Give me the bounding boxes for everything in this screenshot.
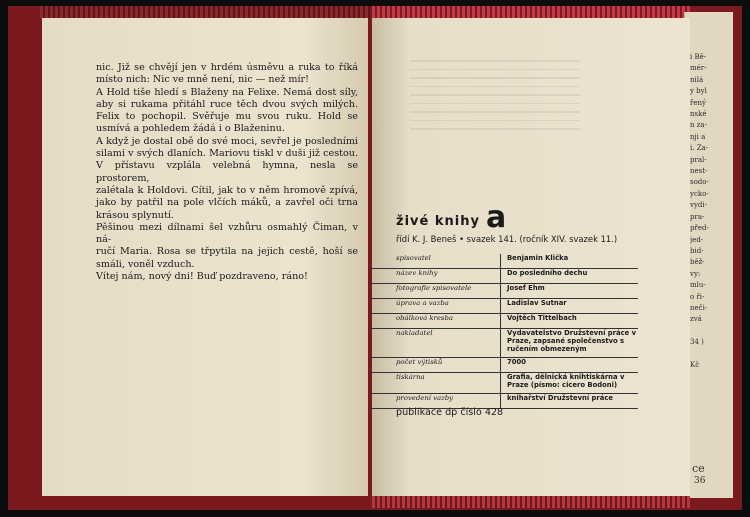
imprint-key: počet výtisků <box>370 358 501 373</box>
edge-heading-partial: ce <box>692 462 705 475</box>
text-line: silami v svých dlaních. Mariovu tiskl v duši již cestou. <box>96 148 358 160</box>
imprint-value: Josef Ehm <box>501 284 639 299</box>
imprint-key: název knihy <box>370 269 501 284</box>
imprint-key: fotografie spisovatele <box>370 284 501 299</box>
edge-fragment: nji a <box>690 132 706 141</box>
imprint-value: Benjamin Klička <box>501 254 639 269</box>
show-through-text <box>410 60 580 140</box>
imprint-value: Grafia, dělnická knihtiskárna v Praze (písmo: cicero Bodoni) <box>501 373 639 394</box>
series-name: živé knihy <box>396 214 480 229</box>
headband-left <box>40 6 370 18</box>
edge-fragment: nilá <box>690 75 704 84</box>
edge-fragment: nest- <box>690 167 708 176</box>
imprint-value: 7000 <box>501 358 639 373</box>
imprint-key: úprava a vazba <box>370 299 501 314</box>
edge-fragment <box>690 326 728 337</box>
imprint-row <box>370 254 638 269</box>
edge-fragment: mér- <box>690 64 707 73</box>
imprint-key: tiskárna <box>370 373 501 394</box>
headband-right <box>372 6 692 18</box>
imprint-row <box>370 269 638 284</box>
text-line: Vítej nám, nový dni! Buď pozdraveno, ráno! <box>96 271 308 283</box>
edge-fragment: řený <box>690 98 706 107</box>
edge-fragment: zvá <box>690 315 702 324</box>
text-line: jako by patřil na pole vlčích máků, a zavřel oči trna <box>96 197 358 209</box>
imprint-value: Ladislav Sutnar <box>501 299 639 314</box>
text-line: smáli, voněl vzduch. <box>96 258 195 270</box>
text-line: ručí Maria. Rosa se třpytila na jejich cestě, hoší se <box>96 246 358 258</box>
edge-fragment: jed- <box>690 235 704 244</box>
series-letter: a <box>485 200 507 235</box>
imprint-value: knihařství Družstevní práce <box>501 394 639 409</box>
imprint-table <box>370 254 638 409</box>
imprint-value: Vydavatelstvo Družstevní práce v Praze, zapsané společenstvo s ručením obmezeným <box>501 329 639 358</box>
edge-fragment: ycko- <box>690 189 709 198</box>
left-page-text <box>96 62 358 283</box>
edge-fragment: mlu- <box>690 281 706 290</box>
edge-fragment: pra- <box>690 212 705 221</box>
series-title <box>396 200 506 235</box>
text-line: usmívá a pohledem žádá i o Blaženinu. <box>96 123 285 135</box>
edge-fragment: pral- <box>690 155 707 164</box>
text-line: V přístavu vzplála velebná hymna, nesla se prostorem, <box>96 160 358 184</box>
edge-fragment: bid- <box>690 246 704 255</box>
text-line: krásou splynutí. <box>96 209 174 221</box>
edge-fragment: n za- <box>690 121 707 130</box>
imprint-key: spisovatel <box>370 254 501 269</box>
edge-fragment: před- <box>690 224 709 233</box>
text-line: A Hold tiše hledí s Blaženy na Felixe. Nemá dost síly, <box>96 86 358 98</box>
imprint-row <box>370 284 638 299</box>
text-line: nic. Již se chvějí jen v hrdém úsměvu a ruka to říká <box>96 62 358 73</box>
text-line: zalétala k Holdovi. Cítil, jak to v něm hromově zpívá, <box>96 184 358 196</box>
edge-fragment <box>690 349 728 360</box>
edge-fragment: y byl <box>690 87 707 96</box>
imprint-key: provedení vazby <box>370 394 501 409</box>
series-info: řídí K. J. Beneš • svazek 141. (ročník XIV. svazek 11.) <box>396 234 618 244</box>
imprint-key: obálková kresba <box>370 314 501 329</box>
tailband-right <box>372 496 690 508</box>
text-line: aby si rukama přitáhl ruce těch dvou svých milých. <box>96 98 358 110</box>
text-line: Pěšinou mezi dílnami šel vzhůru osmahlý Čiman, v ná- <box>96 221 358 246</box>
edge-fragment: Kč <box>690 360 700 369</box>
imprint-value: Do posledního dechu <box>501 269 639 284</box>
imprint-row <box>370 329 638 358</box>
edge-fragment: i. Za- <box>690 144 709 153</box>
page-number: 36 <box>694 476 706 486</box>
edge-fragment: běž- <box>690 258 705 267</box>
imprint-value: Vojtěch Tittelbach <box>501 314 639 329</box>
edge-fragment: sodo- <box>690 178 709 187</box>
publication-number: publikace dp číslo 428 <box>396 407 504 418</box>
imprint-row <box>370 314 638 329</box>
imprint-row <box>370 299 638 314</box>
edge-fragment: i Bě- <box>690 53 707 61</box>
imprint-row <box>370 373 638 394</box>
edge-fragment: 34 ) <box>690 338 704 347</box>
edge-fragment: vy: <box>690 269 701 278</box>
text-line: místo nich: Nic ve mně není, nic — než mír! <box>96 74 309 86</box>
edge-fragment: o ři- <box>690 292 705 301</box>
imprint-key: nakladatel <box>370 329 501 358</box>
text-line: A když je dostal obě do své moci, sevřel je posledními <box>96 135 358 147</box>
imprint-row <box>370 358 638 373</box>
text-line: Felix to pochopil. Svěřuje mu svou ruku. Hold se <box>96 111 358 123</box>
edge-fragment: neči- <box>690 303 708 312</box>
edge-fragment: vydi- <box>690 201 707 210</box>
edge-page-text <box>690 52 728 371</box>
edge-fragment: nské <box>690 110 707 119</box>
